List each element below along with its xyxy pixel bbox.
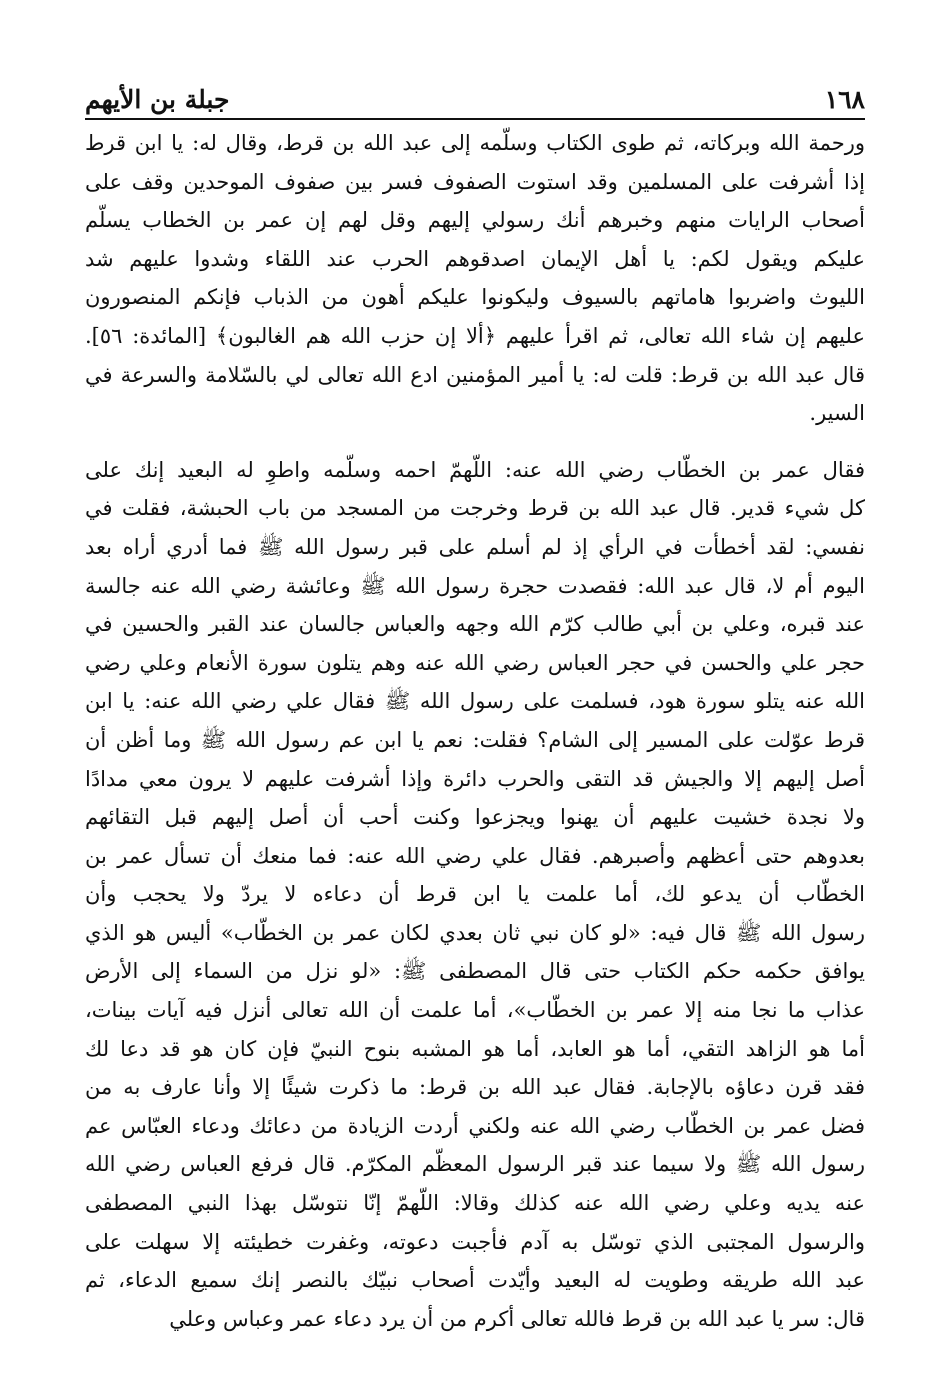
text-line: قال: سر يا عبد الله بن قرط فالله تعالى أكرم من أن يرد دعاء عمر وعباس وعلي: [169, 1306, 865, 1331]
text-line: فضل عمر بن الخطّاب رضي الله عنه ولكني أردت الزيادة من دعائك ودعاء العبّاس عم: [85, 1113, 865, 1138]
text-line: الليوث واضربوا هاماتهم بالسيوف وليكونوا عليكم أهون من الذباب فإنكم المنصورون: [85, 285, 865, 310]
text-line: الخطّاب أن يدعو لك، أما علمت يا ابن قرط أن دعاءه لا يردّ ولا يحجب وأن: [85, 882, 865, 907]
paragraph: [85, 451, 865, 1339]
text-line: نفسي: لقد أخطأت في الرأي إذ لم أسلم على قبر رسول الله ﷺ فما أدري أراه بعد: [85, 534, 865, 559]
text-line: عليهم إن شاء الله تعالى، ثم اقرأ عليهم ﴿ألا إن حزب الله هم الغالبون﴾ [المائدة: ٥٦].: [85, 323, 865, 348]
text-line: والرسول المجتبى الذي توسّل به آدم فأجبت دعوته، وغفرت خطيئته إلا سهلت على: [85, 1229, 865, 1254]
text-line: عبد الله طريقه وطويت له البعيد وأيّدت أصحاب نبيّك بالنصر إنك سميع الدعاء، ثم: [85, 1268, 865, 1293]
text-line: السير.: [809, 401, 865, 426]
text-line: فقد قرن دعاؤه بالإجابة. فقال عبد الله بن قرط: ما ذكرت شيئًا إلا وأنا عارف به من: [85, 1075, 865, 1100]
text-line: اليوم أم لا، قال عبد الله: فقصدت حجرة رسول الله ﷺ وعائشة رضي الله عنه جالسة: [85, 573, 865, 598]
page-body: [85, 124, 865, 1338]
text-line: أصل إليهم إلا والجيش قد التقى والحرب دائرة وإذا أشرفت عليهم لا يرون معي مدادًا: [85, 766, 865, 791]
text-line: عذاب ما نجا منه إلا عمر بن الخطّاب»، أما علمت أن الله تعالى أنزل فيه آيات بينات،: [85, 998, 865, 1023]
text-line: بعدوهم حتى أعظهم وأصبرهم. فقال علي رضي الله عنه: فما منعك أن تسأل عمر بن: [85, 843, 865, 868]
running-title: جبلة بن الأيهم: [85, 85, 230, 114]
text-line: رسول الله ﷺ قال فيه: «لو كان نبي ثان بعدي لكان عمر بن الخطّاب» أليس هو الذي: [85, 920, 865, 945]
text-line: أصحاب الرايات منهم وخبرهم أنك رسولي إليهم وقل لهم إن عمر بن الخطاب يسلّم: [85, 208, 865, 233]
text-line: عليكم ويقول لكم: يا أهل الإيمان اصدقوهم الحرب عند اللقاء وشدوا عليهم شد: [85, 246, 865, 271]
paragraph: [85, 124, 865, 433]
text-line: فقال عمر بن الخطّاب رضي الله عنه: اللّهمّ احمه وسلّمه واطوِ له البعيد إنك على: [85, 457, 865, 482]
running-header: [85, 78, 865, 120]
text-line: ولا نجدة خشيت عليهم أن يهنوا ويجزعوا وكنت أحب أن أصل إليهم قبل التقائهم: [85, 805, 865, 830]
text-line: قال عبد الله بن قرط: قلت له: يا أمير المؤمنين ادع الله تعالى لي بالسّلامة والسرعة في: [85, 362, 865, 387]
text-line: كل شيء قدير. قال عبد الله بن قرط وخرجت من المسجد من باب الحبشة، فقلت في: [85, 496, 865, 521]
text-line: رسول الله ﷺ ولا سيما عند قبر الرسول المعظّم المكرّم. قال فرفع العباس رضي الله: [85, 1152, 865, 1177]
text-line: قرط عوّلت على المسير إلى الشام؟ فقلت: نعم يا ابن عم رسول الله ﷺ وما أظن أن: [85, 727, 865, 752]
text-line: أما هو الزاهد التقي، أما هو العابد، أما هو المشبه بنوح النبيّ فإن كان هو قد دعا لك: [85, 1036, 865, 1061]
text-line: ورحمة الله وبركاته، ثم طوى الكتاب وسلّمه إلى عبد الله بن قرط، وقال له: يا ابن قرط: [85, 131, 865, 155]
text-line: الله عنه يتلو سورة هود، فسلمت على رسول الله ﷺ فقال علي رضي الله عنه: يا ابن: [85, 689, 865, 714]
text-line: يوافق حكمه حكم الكتاب حتى قال المصطفى ﷺ: «لو نزل من السماء إلى الأرض: [85, 959, 865, 984]
text-line: إذا أشرفت على المسلمين وقد استوت الصفوف فسر بين صفوف الموحدين وقف على: [85, 169, 865, 194]
text-line: عند قبره، وعلي بن أبي طالب كرّم الله وجهه والعباس جالسان عند القبر والحسين في: [85, 612, 865, 637]
text-line: عنه يديه وعلي رضي الله عنه كذلك وقالا: اللّهمّ إنّا نتوسّل بهذا النبي المصطفى: [85, 1191, 865, 1216]
page-number: ١٦٨: [824, 85, 865, 114]
text-line: حجر علي والحسن في حجر العباس رضي الله عنه وهم يتلون سورة الأنعام وعلي رضي: [85, 650, 865, 675]
